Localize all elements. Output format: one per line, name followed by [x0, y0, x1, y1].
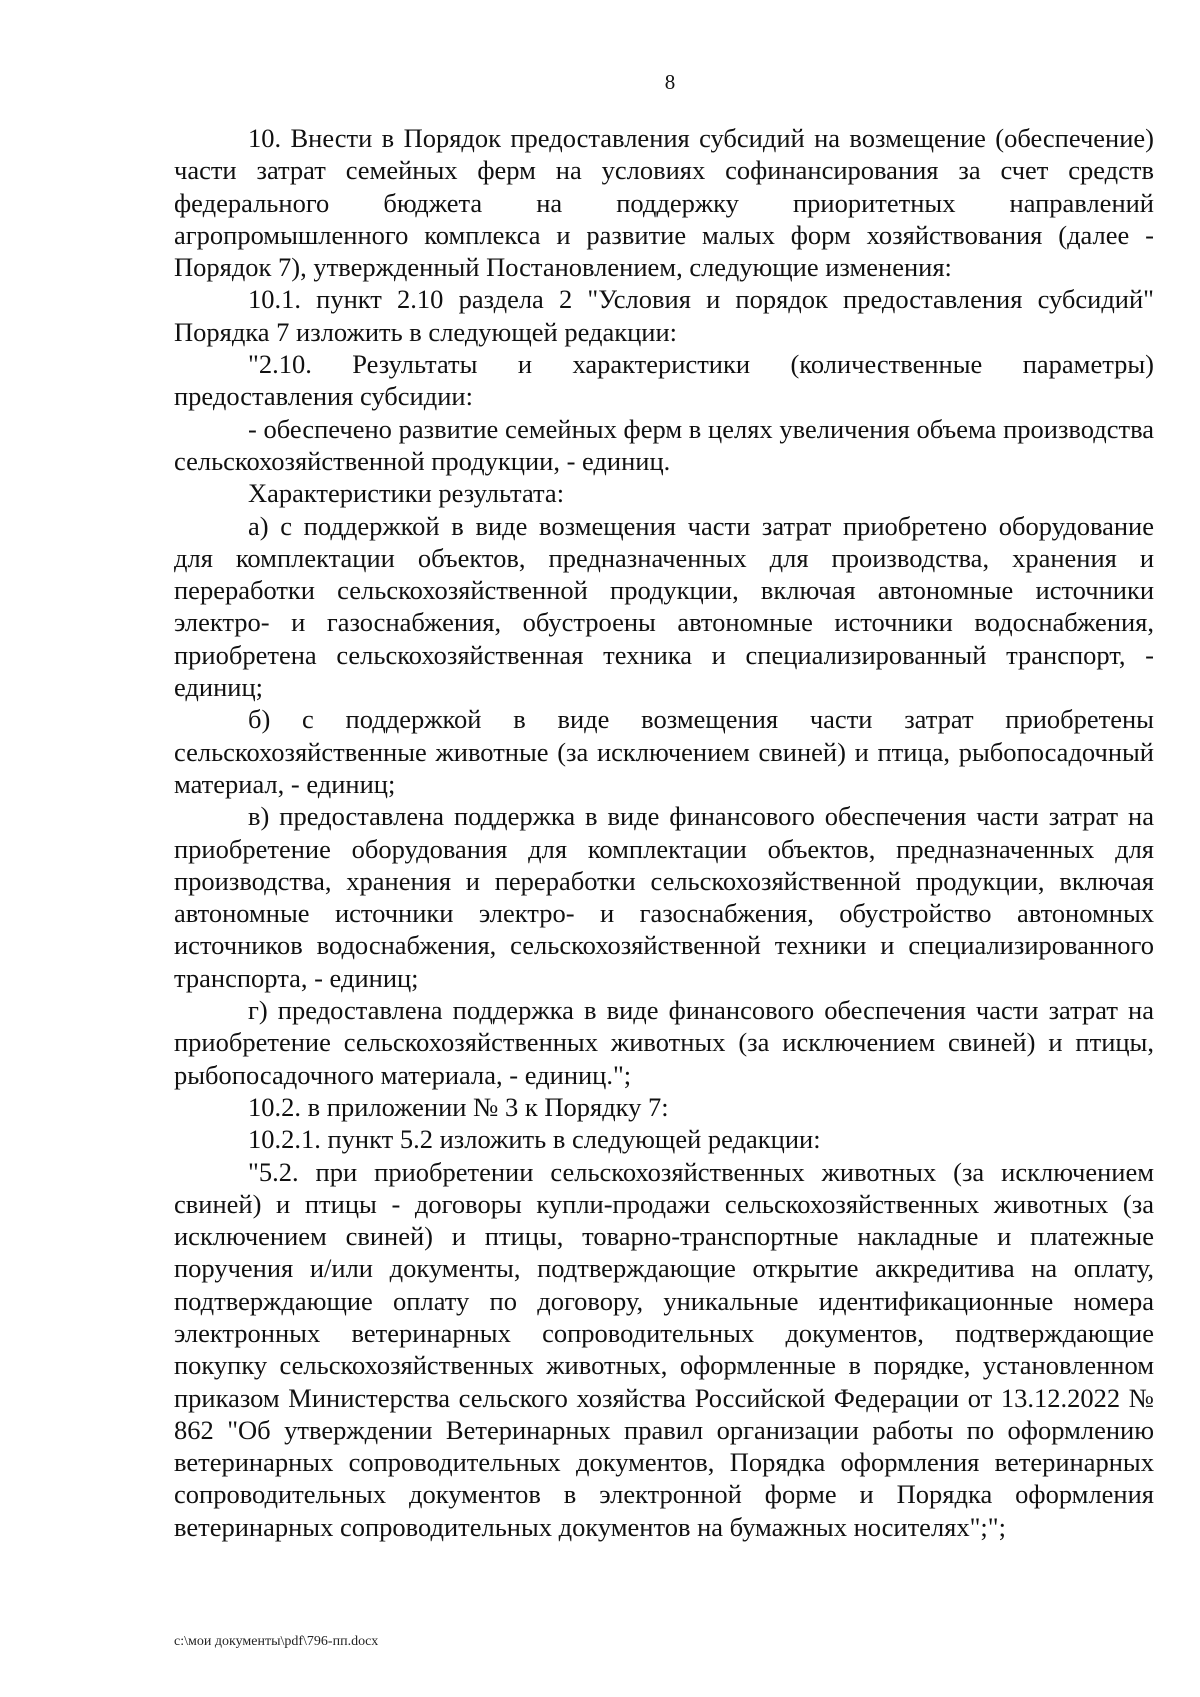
paragraph-characteristics-heading: Характеристики результата: — [248, 478, 565, 509]
document-body — [174, 122, 1154, 1543]
paragraph-result: - обеспечено развитие семейных ферм в целях увеличения объема производства сельскохозяйственной продукции, - единиц. — [174, 413, 1154, 476]
paragraph-item-v: в) предоставлена поддержка в виде финансового обеспечения части затрат на приобретение оборудования для комплектации объектов, предназначенных для производства, хранения и переработки сельскохозяйственной продукции, включая автономные источники электро- и газоснабжения, обустройство автономных источников водоснабжения, сельскохозяйственной техники и специализированного транспорта, - единиц; — [174, 801, 1154, 993]
paragraph-10-2-1: 10.2.1. пункт 5.2 изложить в следующей редакции: — [248, 1124, 821, 1155]
page-number: 8 — [664, 70, 676, 94]
paragraph-10-2: 10.2. в приложении № 3 к Порядку 7: — [248, 1091, 669, 1122]
paragraph-item-g: г) предоставлена поддержка в виде финансового обеспечения части затрат на приобретение сельскохозяйственных животных (за исключением свиней) и птицы, рыбопосадочного материала, - единиц."; — [174, 995, 1154, 1090]
paragraph-2-10: "2.10. Результаты и характеристики (количественные параметры) предоставления субсидии: — [174, 349, 1154, 412]
footer-file-path: c:\мои документы\pdf\796-пп.docx — [174, 1634, 379, 1649]
paragraph-item-a: а) с поддержкой в виде возмещения части затрат приобретено оборудование для комплектации объектов, предназначенных для производства, хранения и переработки сельскохозяйственной продукции, включая автономные источники электро- и газоснабжения, обустроены автономные источники водоснабжения, приобретена сельскохозяйственная техника и специализированный транспорт, - единиц; — [174, 510, 1154, 703]
paragraph-item-b: б) с поддержкой в виде возмещения части затрат приобретены сельскохозяйственные животные (за исключением свиней) и птица, рыбопосадочный материал, - единиц; — [174, 704, 1154, 799]
paragraph-10: 10. Внести в Порядок предоставления субсидий на возмещение (обеспечение) части затрат семейных ферм на условиях софинансирования за счет средств федерального бюджета на поддержку приоритетных направлений агропромышленного комплекса и развитие малых форм хозяйствования (далее - Порядок 7), утвержденный Постановлением, следующие изменения: — [174, 123, 1154, 283]
paragraph-10-1: 10.1. пункт 2.10 раздела 2 "Условия и порядок предоставления субсидий" Порядка 7 изложить в следующей редакции: — [174, 284, 1154, 347]
paragraph-5-2: "5.2. при приобретении сельскохозяйственных животных (за исключением свиней) и птицы - договоры купли-продажи сельскохозяйственных животных (за исключением свиней) и птицы, товарно-транспортные накладные и платежные поручения и/или документы, подтверждающие открытие аккредитива на оплату, подтверждающие оплату по договору, уникальные идентификационные номера электронных ветеринарных сопроводительных документов, подтверждающие покупку сельскохозяйственных животных, оформленные в порядке, установленном приказом Министерства сельского хозяйства Российской Федерации от 13.12.2022 № 862 "Об утверждении Ветеринарных правил организации работы по оформлению ветеринарных сопроводительных документов, Порядка оформления ветеринарных сопроводительных документов в электронной форме и Порядка оформления ветеринарных сопроводительных документов на бумажных носителях";"; — [174, 1156, 1154, 1542]
